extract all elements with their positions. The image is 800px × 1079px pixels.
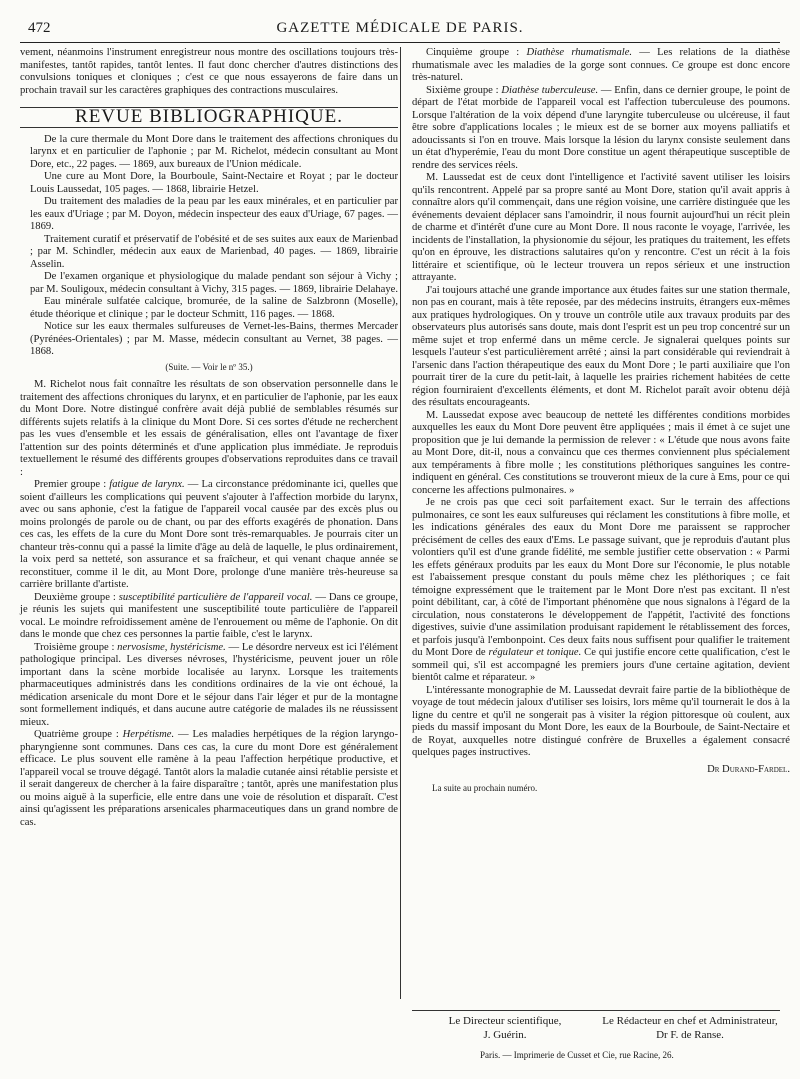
group-paragraph: [412, 85, 790, 173]
group-text: — La circonstance prédominante ici, quelles que soient d'ailleurs les complications qui peuvent s'ajouter à l'affection morbide du larynx, avec ou sans aphonie, c'est la fatigue de l'appareil vocal causée par des excès plus ou moins prolongés de parole ou de chant, ou par des efforts exagérés de phonation. Dans ces cas, les effets de la cure du Mont Dore sont très-remarquables. Je pourrais citer un chanteur très-connu qui a passé la limite d'âge au delà de laquelle, le plus ordinairement, la voix perd sa netteté, son assurance et sa fraîcheur, et qui venant chaque année se reconstituer, comme il le dit, au Mont Dore, prolonge d'une manière très-heureuse sa carrière brillante d'artiste.: [20, 479, 399, 590]
body-paragraph: M. Laussedat expose avec beaucoup de netteté les différentes conditions morbides auxquelles les eaux du Mont Dore peuvent être appliquées ; mais il émet à ce sujet une proposition que je lui demande la permission de relever : « L'étude que nous avons faite au Mont Dore, dit-il, nous a convaincu que ces thermes conviennent plus spécialement aux tempéraments à fibre molle ; les constitutions pléthoriques sanguines les contre-indiquent en général. Ces constitutions se trouveront mieux de la cure à Ems, pour ce qui concerne les affections pulmonaires. »: [412, 409, 790, 496]
bibliography-entry: Une cure au Mont Dore, la Bourboule, Saint-Nectaire et Royat ; par le docteur Louis Laussedat, 105 pages. — 1868, librairie Hetzel.: [30, 171, 398, 195]
group-name: susceptibilité particulière de l'appareil vocal.: [118, 591, 313, 603]
group-name: Herpétisme.: [122, 729, 175, 740]
continued-note: La suite au prochain numéro.: [432, 783, 538, 793]
director-name: J. Guérin.: [483, 1029, 527, 1041]
body-paragraph: L'intéressante monographie de M. Laussedat devrait faire partie de la bibliothèque de voyage de tout médecin jaloux d'utiliser ses loisirs, lors même qu'il tournerait le dos à la ligne du centre et qu'il ne songerait pas à visiter la région pittoresque où coulent, aux pieds du massif imposant du Mont Dore, les eaux de la Bourboule, de Saint-Nectaire et de Royat, auxquelles notre distingué confrère de Bruxelles a également consacré quelques pages instructives.: [412, 684, 790, 758]
group-lead: Premier groupe :: [34, 479, 110, 490]
section-heading: REVUE BIBLIOGRAPHIQUE.: [20, 107, 398, 128]
header-rule: [20, 42, 780, 43]
bibliography-entry: De l'examen organique et physiologique du malade pendant son séjour à Vichy ; par M. Souligoux, médecin consultant à Vichy, 315 pages. — 1869, librairie Delahaye.: [30, 271, 398, 295]
right-column: [412, 47, 790, 795]
page-header: [20, 20, 780, 40]
group-name: fatigue de larynx.: [109, 479, 185, 490]
group-lead: Troisième groupe :: [34, 641, 118, 653]
body-paragraph: J'ai toujours attaché une grande importance aux études faites sur une station thermale, non pas en courant, mais à tête reposée, par des médecins instruits, étrangers eux-mêmes aux pratiques hydrologiques. On y trouve un contrôle utile aux travaux produits par des observateurs plus autorisés sans doute, mais dont l'esprit est un peu trop concentré sur un même sujet et trop enfermé dans un même cercle. Je signalerai quelques points sur lesquels l'auteur s'est particulièrement arrêté ; ainsi la part considérable qui reviendrait à l'arsenic dans l'action thérapeutique des eaux du Mont Dore ; le parti auxiliaire que l'on pourrait tirer de la cure du petit-lait, à laquelle les prairies richement habitées de cette région fourniraient d'excellents éléments, et dont M. Richelot paraît avoir obtenu déjà des résultats encourageants.: [412, 284, 790, 408]
group-name: nervosisme, hystéricisme.: [117, 641, 226, 653]
body-paragraph: [412, 497, 790, 685]
group-name: Diathèse rhumatismale.: [526, 47, 633, 58]
scientific-director: [420, 1014, 590, 1042]
bibliography-entry: Eau minérale sulfatée calcique, bromurée, de la saline de Salzbronn (Moselle), étude théorique et clinique ; par le docteur Schmitt, 116 pages. — 1868.: [30, 296, 398, 320]
bibliography-entry: Du traitement des maladies de la peau par les eaux minérales, et en particulier par les eaux d'Uriage ; par M. Doyon, médecin inspecteur des eaux d'Uriage, 67 pages. — 1869.: [30, 196, 398, 232]
body-paragraph: M. Laussedat est de ceux dont l'intelligence et l'activité savent utiliser les loisirs qu'ils rencontrent. Appelé par sa propre santé au Mont Dore, station qu'il avait appris à connaître alors qu'il commençait, dans une région voisine, une carrière distinguée que les événements devaient déplacer sans l'amoindrir, il nous fournit aujourd'hui un récit plein de charme et d'intérêt d'une cure au Mont Dore. Il nous raconte le voyage, l'arrivée, les incidents de l'installation, la physionomie du séjour, les pratiques du traitement, les effets qu'on en éprouve, les distractions salutaires qu'on y rencontre. C'est un récit à la fois littéraire et scientifique, où le lecteur trouvera un repos sérieux et une instruction attrayante.: [412, 172, 790, 283]
group-paragraph: [20, 479, 398, 592]
group-lead: Sixième groupe :: [426, 84, 502, 96]
intro-paragraph: vement, néanmoins l'instrument enregistreur nous montre des oscillations toujours très-manifestes, tantôt rapides, tantôt lentes. Il faut donc chercher d'autres distinctions des convulsions toniques et cloniques ; c'est ce que nous essayerons de faire dans un prochain travail sur les caractères graphiques des contractions musculaires.: [20, 47, 398, 96]
group-text: — Le désordre nerveux est ici l'élément pathologique principal. Les diverses névroses, l'hystéricisme, peuvent jouer un rôle important dans la scène morbide localisée au larynx. Lorsque les traitements pharmaceutiques administrés dans les conditions ordinaires de la vie ont échoué, la médication arsenicale du mont Dore et le séjour dans l'air léger et pur de la montagne sont formellement indiqués, et dans aucune autre catégorie de malades ils ne réussissent mieux.: [20, 641, 399, 728]
editor-name: Dr F. de Ranse.: [656, 1029, 724, 1041]
bibliography-entry: Notice sur les eaux thermales sulfureuses de Vernet-les-Bains, thermes Mercader (Pyrénées-Orientales) ; par M. Masse, médecin consultant au Vernet, 38 pages. — 1868.: [30, 321, 398, 357]
group-text: — Dans ce groupe, je réunis les sujets qui manifestent une susceptibilité toute particulière de l'appareil vocal. Le moindre refroidissement amène de l'enrouement ou même de l'aphonie. On dit dans le monde que chez ces personnes la partie faible, c'est le larynx.: [20, 591, 399, 640]
group-paragraph: [20, 592, 398, 642]
chief-editor: [590, 1014, 790, 1042]
footer-rule: [412, 1010, 780, 1011]
column-divider: [400, 47, 401, 999]
left-column: [20, 47, 398, 829]
group-text: — Les maladies herpétiques de la région laryngo-pharyngienne sont communes. Dans ces cas, la cure du mont Dore est généralement efficace. Le plus souvent elle ramène à la peau l'affection herpétique productive, et l'appareil vocal se trouve dégagé. Tantôt alors la maladie cutanée ainsi rétablie persiste et il serait dangereux de chercher à la faire disparaître ; tantôt, après une manifestation plus ou moins aiguë à la superficie, elle entre dans une voie de résolution et disparaît. C'est ainsi qu'agissent les préparations arsenicales pharmaceutiques dans un grand nombre de cas.: [20, 729, 399, 828]
body-paragraph: M. Richelot nous fait connaître les résultats de son observation personnelle dans le traitement des affections chroniques du larynx, et en particulier de l'aphonie, par les eaux du Mont Dore. Notre distingué confrère avait déjà publié de semblables résumés sur différents sujets relatifs à la clinique du Mont Dore. Si ces sortes d'étude ne recherchent pas les vues d'ensemble et les essais de généralisation, elles ont l'avantage de fixer l'attention sur des points déterminés et d'une application plus immédiate. Je reproduis textuellement le résumé des différents groupes d'observations reproduites dans ce travail :: [20, 379, 398, 478]
running-title: GAZETTE MÉDICALE DE PARIS.: [276, 20, 524, 36]
group-lead: Quatrième groupe :: [34, 729, 123, 740]
quote-end: Ce qui justifie encore cette qualification, c'est le sommeil qui, s'il est accompagné les premiers jours d'une certaine agitation, devient bientôt calme et réparateur. »: [412, 647, 790, 683]
author-signature: Dr Durand-Fardel.: [707, 763, 790, 775]
group-lead: Cinquième groupe :: [426, 47, 527, 58]
printer-line: Paris. — Imprimerie de Cusset et Cie, rue Racine, 26.: [480, 1050, 674, 1060]
page-number: 472: [28, 20, 51, 36]
director-title: Le Directeur scientifique,: [448, 1015, 562, 1027]
group-text: — Enfin, dans ce dernier groupe, le point de départ de l'état morbide de l'appareil vocal est l'affection tuberculeuse des poumons. Lorsque l'altération de la voix dépend d'une laryngite tuberculeuse ou ulcéreuse, il faut être sobre d'applications locales ; le mieux est de se borner aux moyens palliatifs et adoucissants si l'on en trouve. Mais lorsque la lésion du larynx consiste seulement dans un état d'hyperémie, l'eau du mont Dore constitue un agent thérapeutique susceptible de rendre des services réels.: [412, 84, 790, 171]
group-paragraph: [412, 47, 790, 85]
continuation-note: (Suite. — Voir le nº 35.): [165, 361, 253, 372]
editor-title: Le Rédacteur en chef et Administrateur,: [602, 1015, 778, 1027]
group-paragraph: [20, 642, 398, 730]
group-name: Diathèse tuberculeuse.: [501, 84, 599, 96]
bibliography-entry: De la cure thermale du Mont Dore dans le traitement des affections chroniques du larynx et en particulier de l'aphonie ; par M. Richelot, médecin consultant au Mont Dore, etc., 22 pages. — 1869, aux bureaux de l'Union médicale.: [30, 133, 398, 170]
bibliography-entry: Traitement curatif et préservatif de l'obésité et de ses suites aux eaux de Marienbad ; par M. Schindler, médecin aux eaux de Marienbad, 40 pages. — 1869, librairie Asselin.: [30, 233, 398, 270]
group-lead: Deuxième groupe :: [34, 591, 119, 603]
quote-text: Je ne crois pas que ceci soit parfaitement exact. Sur le terrain des affections pulmonaires, ce sont les eaux sulfureuses qui réclament les constitutions à fibre molle, et les indications générales des eaux du Mont Dore me paraissent se rapprocher précisément de celles des eaux d'Ems. Le passage suivant, que je reproduis d'autant plus volontiers qu'il est d'une grande fidélité, me semble justifier cette observation : « Parmi les effets généraux produits par les eaux du Mont Dore sur l'économie, le plus notable est l'abaissement presque constant du pouls même chez les pléthoriques ; ce fait témoigne expressément que le traitement par le Mont Dore n'est pas excitant. Il n'est point débilitant, car, à côté de l'important phénomène que nous signalons à l'égard de la circulation, nous constaterons le développement de l'appétit, l'activité des fonctions digestives, suivie d'une assimilation produisant rapidement le rétablissement des forces, et parfois jusqu'à l'embonpoint. Ces deux faits nous suffisent pour qualifier le traitement du Mont Dore de: [412, 497, 790, 658]
group-text: — Les relations de la diathèse rhumatismale avec les maladies de la gorge sont connues. Ce groupe est donc encore très-naturel.: [412, 47, 791, 83]
group-paragraph: [20, 729, 398, 829]
quote-emphasis: régulateur et tonique.: [488, 647, 582, 658]
